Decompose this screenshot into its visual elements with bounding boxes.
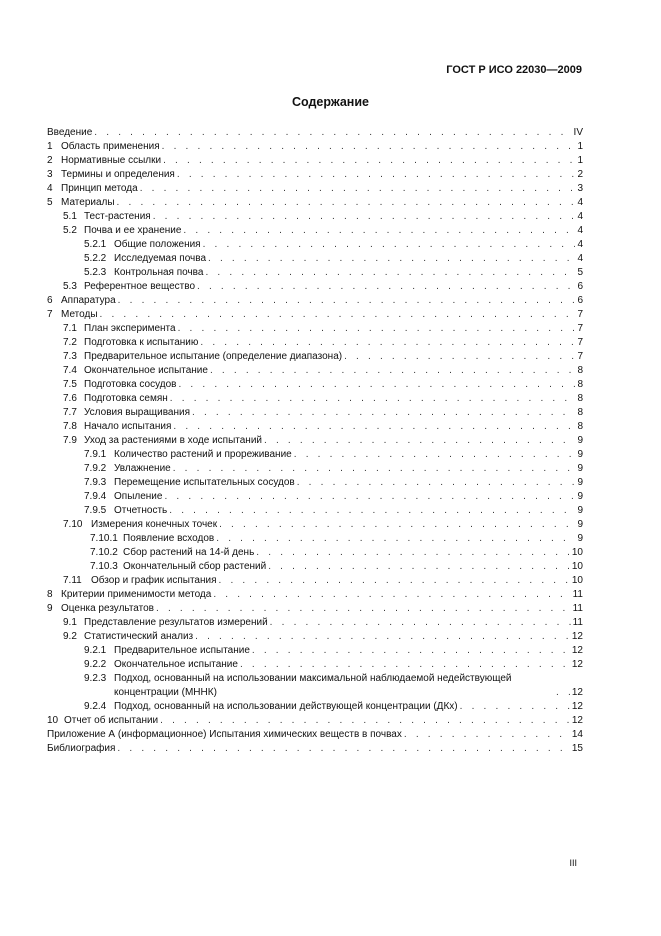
toc-entry[interactable]: 7.3 Предварительное испытание (определение диапазона) . . . 7 [47, 350, 583, 364]
toc-entry[interactable]: 7.9.2 Увлажнение . . . 9 [47, 462, 583, 476]
toc-entry[interactable]: 5.1 Тест-растения . . . 4 [47, 210, 583, 224]
document-standard-header: ГОСТ Р ИСО 22030—2009 [446, 64, 582, 76]
toc-entry-text: Введение [47, 127, 93, 138]
toc-entry[interactable]: 9.2.1 Предварительное испытание . . . 12 [47, 644, 583, 658]
toc-entry[interactable]: 7.6 Подготовка семян . . . 8 [47, 392, 583, 406]
toc-entry[interactable]: 8 Критерии применимости метода . . . 11 [47, 588, 583, 602]
toc-entry[interactable]: Приложение А (информационное) Испытания химических веществ в почвах . . . 14 [47, 728, 583, 742]
toc-entry[interactable]: 5.3 Референтное вещество . . . 6 [47, 280, 583, 294]
toc-entry[interactable]: 7.5 Подготовка сосудов . . . 8 [47, 378, 583, 392]
toc-entry[interactable]: 5.2.1 Общие положения . . . 4 [47, 238, 583, 252]
toc-entry[interactable]: 7.10 Измерения конечных точек . . . 9 [47, 518, 583, 532]
page-number: III [569, 858, 577, 868]
toc-entry[interactable]: 7.9.3 Перемещение испытательных сосудов . . . 9 [47, 476, 583, 490]
table-of-contents [47, 126, 583, 756]
toc-entry[interactable]: 1 Область применения . . . 1 [47, 140, 583, 154]
toc-entry[interactable]: 3 Термины и определения . . . 2 [47, 168, 583, 182]
toc-entry[interactable]: 2 Нормативные ссылки . . . 1 [47, 154, 583, 168]
toc-entry[interactable]: 5.2 Почва и ее хранение . . . 4 [47, 224, 583, 238]
toc-entry[interactable]: 5.2.2 Исследуемая почва . . . 4 [47, 252, 583, 266]
toc-entry[interactable]: Библиография . . . 15 [47, 742, 583, 756]
toc-entry[interactable]: 7.10.3 Окончательный сбор растений . . . 10 [47, 560, 583, 574]
toc-entry[interactable]: 9.2.3 Подход, основанный на использовании максимальной наблюдаемой недействующей концентрации (МННК) . . . 12 [47, 672, 583, 700]
toc-entry[interactable]: 9.2.2 Окончательное испытание . . . 12 [47, 658, 583, 672]
toc-entry[interactable]: 6 Аппаратура . . . 6 [47, 294, 583, 308]
toc-entry-page: IV [573, 127, 583, 138]
toc-entry[interactable]: 9.2 Статистический анализ . . . 12 [47, 630, 583, 644]
toc-entry[interactable]: 4 Принцип метода . . . 3 [47, 182, 583, 196]
toc-entry[interactable]: 7.11 Обзор и график испытания . . . 10 [47, 574, 583, 588]
toc-entry[interactable]: 7.9.5 Отчетность . . . 9 [47, 504, 583, 518]
toc-entry[interactable]: 7.9 Уход за растениями в ходе испытаний . . . 9 [47, 434, 583, 448]
toc-entry[interactable]: 9 Оценка результатов . . . 11 [47, 602, 583, 616]
toc-entry[interactable]: 7.4 Окончательное испытание . . . 8 [47, 364, 583, 378]
toc-entry[interactable]: 9.1 Представление результатов измерений . . . 11 [47, 616, 583, 630]
toc-entry[interactable]: 7.7 Условия выращивания . . . 8 [47, 406, 583, 420]
page-title: Содержание [291, 95, 369, 109]
toc-entry[interactable]: 7.10.2 Сбор растений на 14-й день . . . 10 [47, 546, 583, 560]
toc-entry[interactable]: 7.1 План эксперимента . . . 7 [47, 322, 583, 336]
toc-entry[interactable] [47, 126, 583, 140]
toc-entry[interactable]: 7.8 Начало испытания . . . 8 [47, 420, 583, 434]
toc-entry[interactable]: 7.9.4 Опыление . . . 9 [47, 490, 583, 504]
toc-entry[interactable]: 7 Методы . . . 7 [47, 308, 583, 322]
toc-entry[interactable]: 9.2.4 Подход, основанный на использовании действующей концентрации (ДКх) . . . 12 [47, 700, 583, 714]
toc-entry[interactable]: 7.10.1 Появление всходов . . . 9 [47, 532, 583, 546]
toc-entry[interactable]: 5.2.3 Контрольная почва . . . 5 [47, 266, 583, 280]
toc-entry[interactable]: 10 Отчет об испытании . . . 12 [47, 714, 583, 728]
toc-entry[interactable]: 5 Материалы . . . 4 [47, 196, 583, 210]
toc-entry[interactable]: 7.2 Подготовка к испытанию . . . 7 [47, 336, 583, 350]
toc-entry[interactable]: 7.9.1 Количество растений и прореживание . . . 9 [47, 448, 583, 462]
